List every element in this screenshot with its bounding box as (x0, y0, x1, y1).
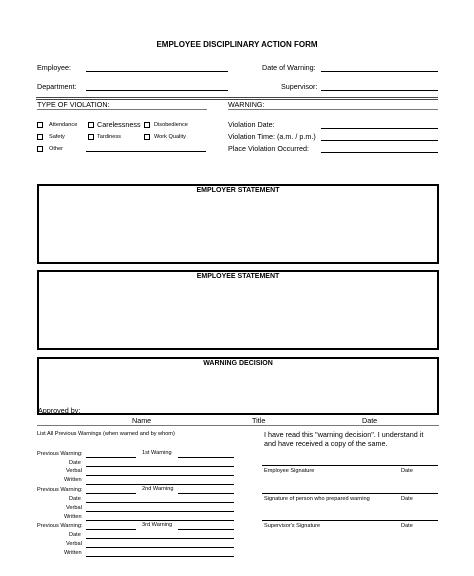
other-label: Other (49, 146, 63, 152)
date-label: Date (69, 496, 81, 502)
previous-warning-label: Previous Warning: (37, 451, 83, 457)
supervisor-signature-field[interactable] (262, 520, 438, 521)
employer-statement-heading: EMPLOYER STATEMENT (196, 187, 280, 194)
warning-heading-underline (228, 109, 438, 110)
verbal-field[interactable] (86, 475, 234, 476)
employee-label: Employee: (37, 63, 71, 72)
department-field[interactable] (86, 90, 228, 91)
acknowledge-text-line2: and have received a copy of the same. (264, 439, 388, 448)
other-checkbox[interactable] (37, 146, 43, 152)
previous-warning-field[interactable] (86, 493, 136, 494)
place-violation-field[interactable] (321, 152, 438, 153)
disobedience-label: Disobedience (154, 122, 188, 128)
written-field[interactable] (86, 484, 234, 485)
approved-title-caption: Title (252, 416, 266, 425)
violation-date-field[interactable] (321, 128, 438, 129)
tardiness-label: Tardiness (97, 134, 121, 140)
supervisor-label: Supervisor: (281, 82, 318, 91)
safety-checkbox[interactable] (37, 134, 43, 140)
previous-warning-field[interactable] (86, 529, 136, 530)
warning-decision-heading: WARNING DECISION (203, 360, 273, 367)
carelessness-checkbox[interactable] (88, 122, 94, 128)
written-field[interactable] (86, 556, 234, 557)
approval-bottom-rule (37, 425, 439, 426)
verbal-label: Verbal (66, 505, 82, 511)
verbal-field[interactable] (86, 547, 234, 548)
approved-name-caption: Name (132, 416, 152, 425)
other-field[interactable] (86, 151, 206, 152)
warning-ordinal-field[interactable] (178, 493, 234, 494)
preparer-signature-label: Signature of person who prepared warning (264, 496, 370, 502)
date-label: Date (69, 532, 81, 538)
violation-heading-underline (37, 109, 207, 110)
preparer-signature-field[interactable] (262, 493, 438, 494)
disobedience-checkbox[interactable] (144, 122, 150, 128)
written-field[interactable] (86, 520, 234, 521)
employee-signature-date-label: Date (401, 468, 413, 474)
safety-label: Safety (49, 134, 65, 140)
supervisor-signature-date-label: Date (401, 523, 413, 529)
place-violation-label: Place Violation Occurred: (228, 144, 309, 153)
violation-time-label: Violation Time: (a.m. / p.m.) (228, 132, 316, 141)
violation-heading: TYPE OF VIOLATION: (37, 100, 110, 109)
date-label: Date (69, 460, 81, 466)
warning-decision-box[interactable] (37, 357, 439, 415)
employer-statement-box[interactable] (37, 184, 439, 264)
previous-warning-label: Previous Warning: (37, 487, 83, 493)
employee-signature-label: Employee Signature (264, 468, 315, 474)
violation-time-field[interactable] (321, 140, 438, 141)
carelessness-label: Carelessness (97, 120, 141, 129)
written-label: Written (64, 477, 82, 483)
department-label: Department: (37, 82, 77, 91)
written-label: Written (64, 550, 82, 556)
tardiness-checkbox[interactable] (88, 134, 94, 140)
supervisor-field[interactable] (321, 90, 438, 91)
attendance-label: Attendance (49, 122, 78, 128)
approved-by-field[interactable] (84, 414, 438, 415)
work-quality-checkbox[interactable] (144, 134, 150, 140)
written-label: Written (64, 514, 82, 520)
verbal-label: Verbal (66, 468, 82, 474)
violation-date-label: Violation Date: (228, 120, 275, 129)
verbal-field[interactable] (86, 511, 234, 512)
date-field[interactable] (86, 466, 234, 467)
previous-warning-field[interactable] (86, 457, 136, 458)
verbal-label: Verbal (66, 541, 82, 547)
employee-field[interactable] (86, 71, 228, 72)
supervisor-signature-label: Supervisor's Signature (264, 523, 321, 529)
date-field[interactable] (86, 538, 234, 539)
preparer-signature-date-label: Date (401, 496, 413, 502)
employee-statement-heading: EMPLOYEE STATEMENT (196, 273, 280, 280)
employee-signature-field[interactable] (262, 465, 438, 466)
work-quality-label: Work Quality (154, 134, 186, 140)
warning-ordinal-field[interactable] (178, 529, 234, 530)
warning-ordinal: 1st Warning (142, 450, 172, 456)
date-field[interactable] (86, 502, 234, 503)
warning-ordinal-field[interactable] (178, 457, 234, 458)
approved-date-caption: Date (362, 416, 378, 425)
previous-warnings-heading: List All Previous Warnings (when warned and by whom) (37, 431, 175, 437)
acknowledge-text-line1: I have read this "warning decision". I understand it (264, 430, 424, 439)
employee-statement-box[interactable] (37, 270, 439, 350)
form-title: EMPLOYEE DISCIPLINARY ACTION FORM (156, 40, 318, 49)
attendance-checkbox[interactable] (37, 122, 43, 128)
warning-ordinal: 2nd Warning (142, 486, 174, 492)
warning-heading: WARNING: (228, 100, 265, 109)
previous-warning-label: Previous Warning: (37, 523, 83, 529)
approved-by-label: Approved by: (38, 406, 81, 415)
date-of-warning-label: Date of Warning: (262, 63, 316, 72)
warning-ordinal: 3rd Warning (142, 522, 173, 528)
date-of-warning-field[interactable] (321, 71, 438, 72)
